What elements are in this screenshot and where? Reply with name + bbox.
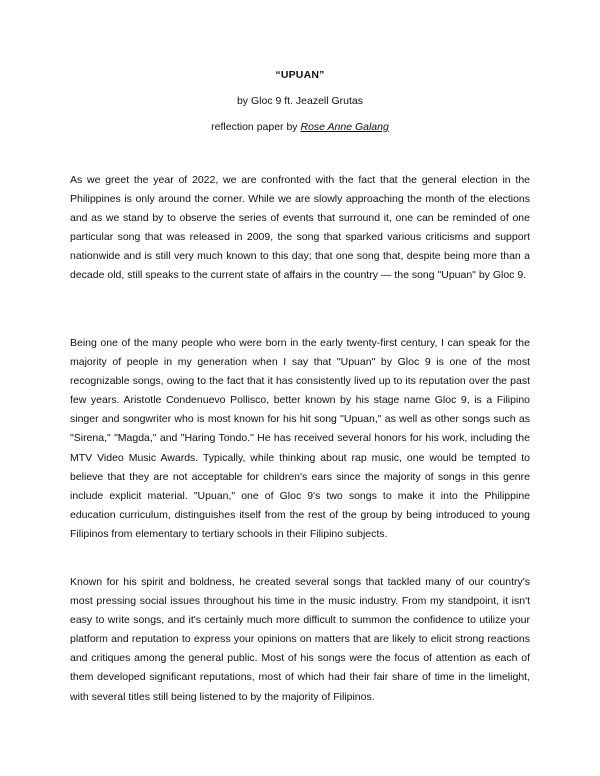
paper-attribution (0, 121, 600, 133)
author-link[interactable]: Rose Anne Galang (300, 121, 389, 133)
paragraph-background: Being one of the many people who were born in the early twenty-first century, I can speak for the majority of people in my generation when I say that "Upuan" by Gloc 9 is one of the most recognizable songs, owing to the fact that it has consistently lived up to its reputation over the past few years. Aristotle Condenuevo Pollisco, better known by his stage name Gloc 9, is a Filipino singer and songwriter who is most known for his hit song "Upuan," as well as other songs such as "Sirena," "Magda," and "Haring Tondo." He has received several honors for his work, including the MTV Video Music Awards. Typically, while thinking about rap music, one would be tempted to believe that they are not acceptable for children's ears since the majority of songs in this genre include explicit material. "Upuan," one of Gloc 9's two songs to make it into the Philippine education curriculum, distinguishes itself from the rest of the group by being introduced to young Filipinos from elementary to tertiary schools in their Filipino subjects. (70, 337, 530, 540)
document-title: “UPUAN” (275, 69, 325, 81)
paragraph-impact: Known for his spirit and boldness, he created several songs that tackled many of our country's most pressing social issues throughout his time in the music industry. From my standpoint, it isn't easy to write songs, and it's certainly much more difficult to summon the confidence to utilize your platform and reputation to express your opinions on matters that are likely to elicit strong reactions and critiques among the general public. Most of his songs were the focus of attention as each of them developed significant reputations, most of which had their fair share of time in the limelight, with several titles still being listened to by the majority of Filipinos. (70, 576, 530, 703)
paper-by-prefix: reflection paper by (211, 121, 301, 133)
song-byline: by Gloc 9 ft. Jeazell Grutas (236, 95, 364, 107)
paragraph-intro: As we greet the year of 2022, we are confronted with the fact that the general election in the Philippines is only around the corner. While we are slowly approaching the month of the elections and as we stand by to observe the series of events that surround it, one can be reminded of one particular song that was released in 2009, the song that sparked various criticisms and support nationwide and is still very much known to this day; that one song that, despite being more than a decade old, still speaks to the current state of affairs in the country — the song "Upuan" by Gloc 9. (70, 174, 530, 282)
